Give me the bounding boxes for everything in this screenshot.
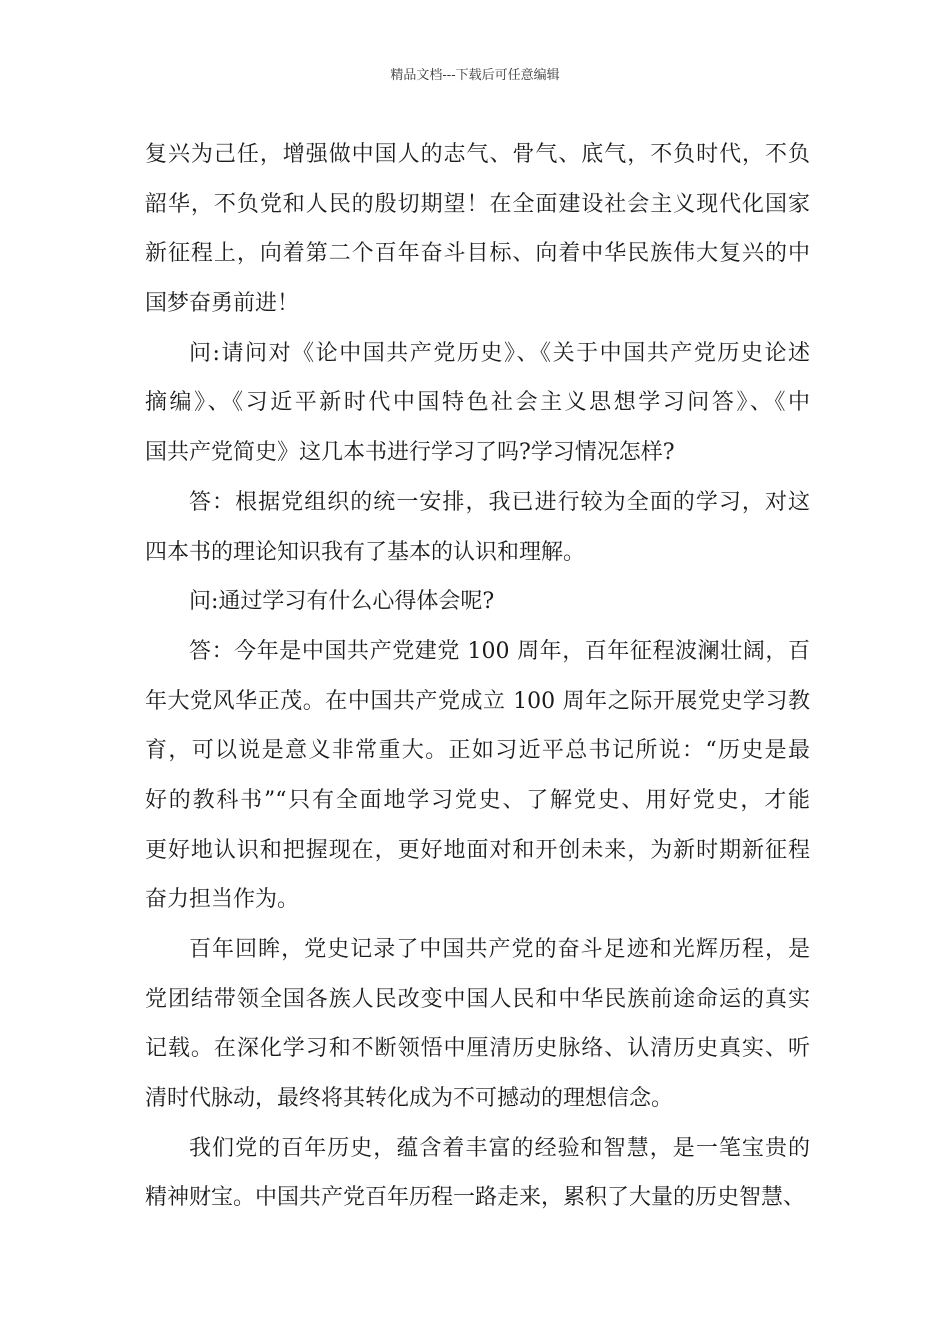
text-line: 百年回眸，党史记录了中国共产党的奋斗足迹和光辉历程，是 — [189, 937, 810, 962]
text-line: 好的教科书”“只有全面地学习党史、了解党史、用好党史，才能 — [145, 787, 810, 813]
text-line: 摘编》、《习近平新时代中国特色社会主义思想学习问答》、《中 — [145, 390, 810, 416]
text-line: 韶华，不负党和人民的殷切期望！在全面建设社会主义现代化国家 — [145, 191, 810, 217]
text-line: 新征程上，向着第二个百年奋斗目标、向着中华民族伟大复兴的中 — [145, 241, 810, 267]
text-line: 问:请问对《论中国共产党历史》、《关于中国共产党历史论述 — [189, 340, 810, 366]
text-line: 问:通过学习有什么心得体会呢? — [189, 589, 495, 615]
page-header: 精品文档---下载后可任意编辑 — [390, 68, 560, 83]
text-line: 国共产党简史》这几本书进行学习了吗?学习情况怎样? — [145, 440, 675, 466]
text-line: 我们党的百年历史，蕴含着丰富的经验和智慧，是一笔宝贵的 — [189, 1135, 810, 1161]
text-line: 党团结带领全国各族人民改变中国人民和中华民族前途命运的真实 — [145, 986, 810, 1012]
text-line: 国梦奋勇前进！ — [145, 291, 300, 317]
text-line: 年大党风华正茂。在中国共产党成立 100 周年之际开展党史学习教 — [145, 688, 810, 714]
text-line: 答：根据党组织的统一安排，我已进行较为全面的学习，对这 — [189, 489, 810, 515]
text-line: 精神财宝。中国共产党百年历程一路走来，累积了大量的历史智慧、 — [145, 1185, 806, 1211]
text-line: 清时代脉动，最终将其转化成为不可撼动的理想信念。 — [145, 1086, 674, 1112]
text-line: 记载。在深化学习和不断领悟中厘清历史脉络、认清历史真实、听 — [145, 1036, 810, 1062]
text-line: 育，可以说是意义非常重大。正如习近平总书记所说：“历史是最 — [145, 738, 810, 764]
text-line: 复兴为己任，增强做中国人的志气、骨气、底气，不负时代，不负 — [145, 142, 810, 167]
document-body — [145, 130, 810, 1223]
text-line: 更好地认识和把握现在，更好地面对和开创未来，为新时期新征程 — [145, 837, 810, 863]
text-line: 四本书的理论知识我有了基本的认识和理解。 — [145, 539, 586, 565]
text-line: 奋力担当作为。 — [145, 887, 300, 913]
text-line: 答：今年是中国共产党建党 100 周年，百年征程波澜壮阔，百 — [189, 638, 810, 664]
